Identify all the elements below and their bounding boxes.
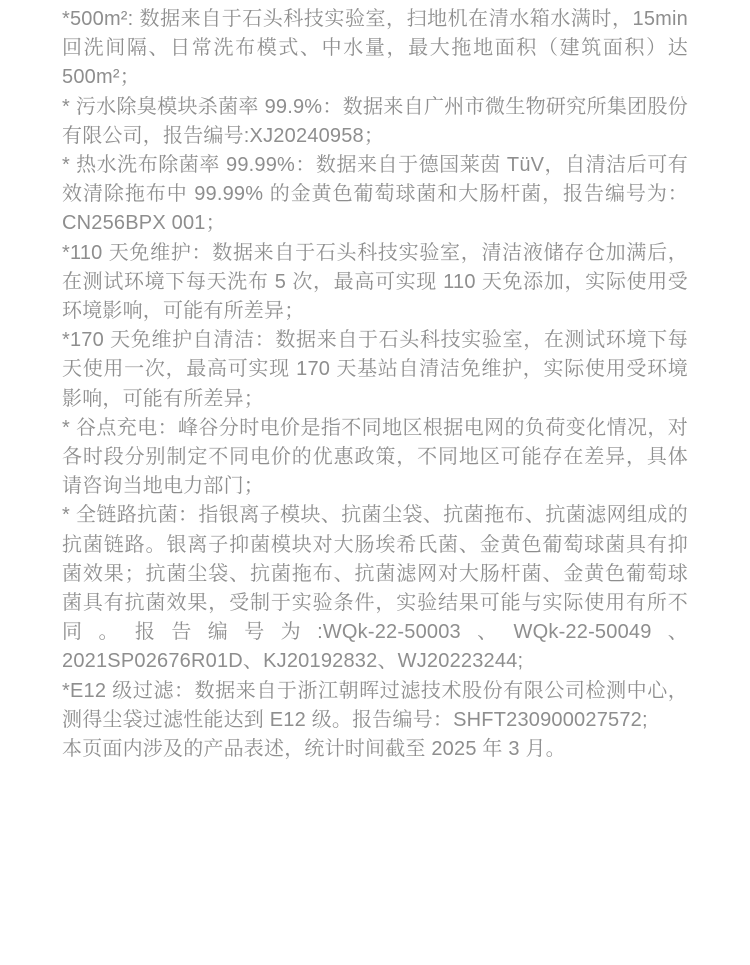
footnote-off-peak-charging: * 谷点充电：峰谷分时电价是指不同地区根据电网的负荷变化情况，对各时段分别制定不同电价的优惠政策，不同地区可能存在差异，具体请咨询当地电力部门； [62, 416, 688, 498]
footnote-full-link-antibacterial: * 全链路抗菌：指银离子模块、抗菌尘袋、抗菌拖布、抗菌滤网组成的抗菌链路。银离子抑菌模块对大肠埃希氏菌、金黄色葡萄球菌具有抑菌效果；抗菌尘袋、抗菌拖布、抗菌滤网对大肠杆菌、金黄色葡萄球菌具有抗菌效果，受制于实验条件，实验结果可能与实际使用有所不同。报告编号为:WQk-22-50003、WQk-22-50049、2021SP02676R01D、KJ20192832、WJ20223244; [62, 504, 688, 673]
footnote-110-day-maintenance-free: *110 天免维护：数据来自于石头科技实验室，清洁液储存仓加满后，在测试环境下每天洗布 5 次，最高可实现 110 天免添加，实际使用受环境影响，可能有所差异； [62, 241, 688, 323]
footnote-sewage-deodorize-sterilize-rate: * 污水除臭模块杀菌率 99.9%：数据来自广州市微生物研究所集团股份有限公司，报告编号:XJ20240958； [62, 95, 688, 147]
footnote-mop-area-500m2: *500m²: 数据来自于石头科技实验室，扫地机在清水箱水满时，15min 回洗间隔、日常洗布模式、中水量，最大拖地面积（建筑面积）达 500m²； [62, 8, 688, 89]
footnote-e12-grade-filtration: *E12 级过滤：数据来自于浙江朝晖过滤技术股份有限公司检测中心，测得尘袋过滤性能达到 E12 级。报告编号：SHFT230900027572; [62, 679, 688, 731]
footnote-statistics-cutoff: 本页面内涉及的产品表述，统计时间截至 2025 年 3 月。 [62, 738, 566, 761]
footnote-170-day-maintenance-free-self-clean: *170 天免维护自清洁：数据来自于石头科技实验室，在测试环境下每天使用一次，最高可实现 170 天基站自清洁免维护，实际使用受环境影响，可能有所差异； [62, 329, 688, 410]
footnote-hot-water-mop-wash-sterilize-rate: * 热水洗布除菌率 99.99%：数据来自于德国莱茵 TüV，自清洁后可有效清除拖布中 99.99% 的金黄色葡萄球菌和大肠杆菌，报告编号为：CN256BPX 001； [62, 154, 688, 235]
